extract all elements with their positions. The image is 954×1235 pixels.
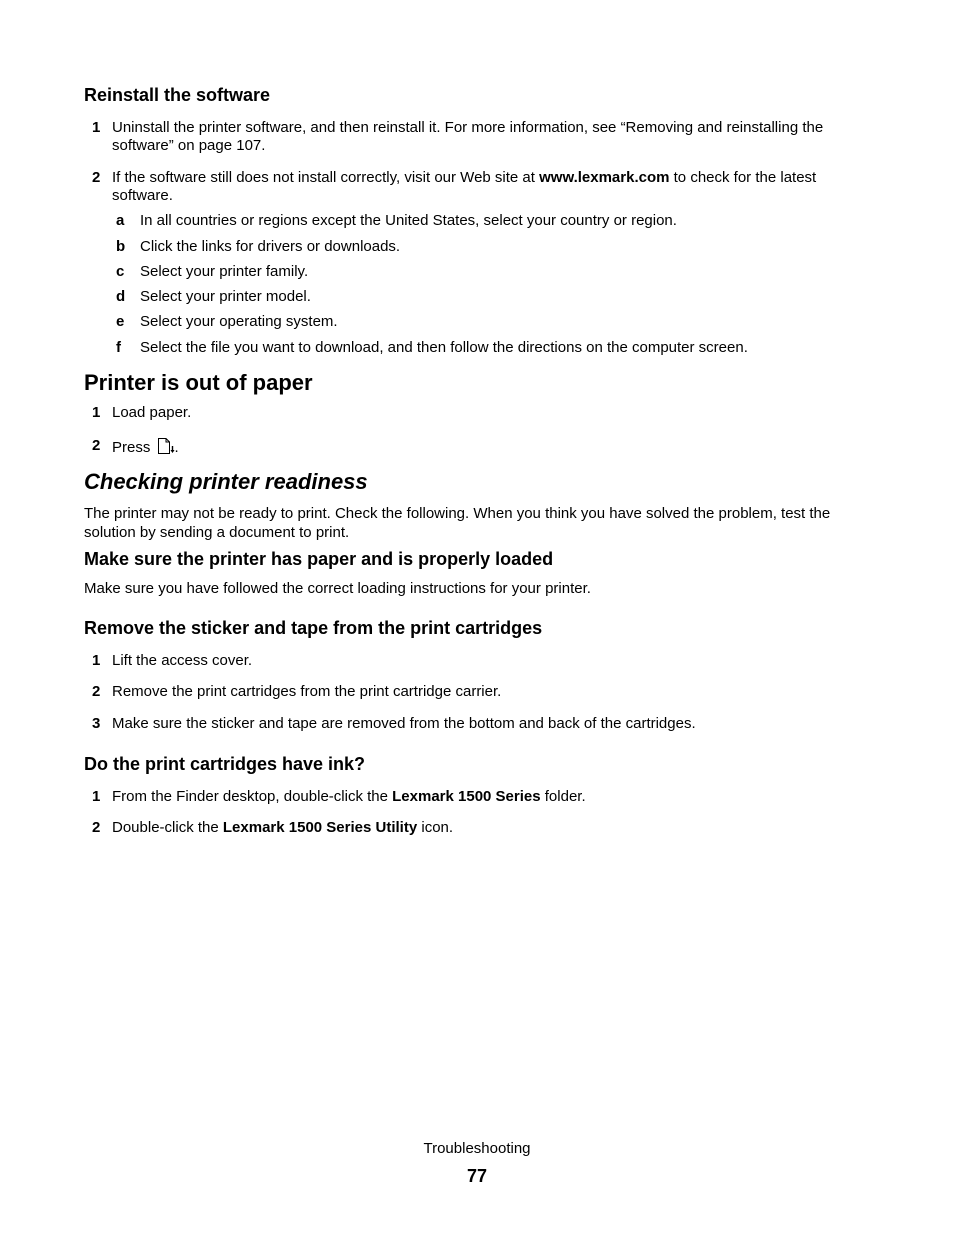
list-item (84, 339, 874, 357)
substep-letter: d (116, 288, 126, 305)
folder-name: Lexmark 1500 Series (392, 788, 541, 805)
step-text: Press . (112, 439, 179, 456)
utility-name: Lexmark 1500 Series Utility (222, 819, 418, 836)
list-item (84, 715, 874, 733)
section-heading-reinstall: Reinstall the software (84, 85, 271, 105)
step-text: Uninstall the printer software, and then reinstall it. For more information, see “Removing and reinstalling the software” on page 107. (112, 119, 824, 154)
substep-text: Click the links for drivers or downloads. (140, 238, 401, 255)
step-text: Remove the print cartridges from the print cartridge carrier. (112, 683, 502, 700)
paper-loaded-text: Make sure you have followed the correct loading instructions for your printer. (84, 580, 591, 597)
substep-letter: f (116, 339, 121, 356)
list-item (84, 238, 874, 256)
subsection-heading-ink: Do the print cartridges have ink? (84, 754, 366, 774)
step-number: 2 (92, 683, 101, 700)
list-item (84, 263, 874, 281)
step-text: Make sure the sticker and tape are removed from the bottom and back of the cartridges. (112, 715, 696, 732)
step-text: From the Finder desktop, double-click the Lexmark 1500 Series folder. (112, 788, 586, 805)
step-number: 3 (92, 715, 101, 732)
substep-text: Select your printer family. (140, 263, 309, 280)
list-item (84, 819, 874, 837)
step-number: 1 (92, 652, 101, 669)
website-link-text: www.lexmark.com (539, 169, 670, 186)
list-item (84, 437, 874, 457)
substep-letter: a (116, 212, 125, 229)
substep-letter: c (116, 263, 125, 280)
start-resume-icon (157, 437, 175, 455)
subsection-heading-paper-loaded: Make sure the printer has paper and is properly loaded (84, 549, 554, 569)
substep-text: Select your operating system. (140, 313, 338, 330)
list-item (84, 119, 874, 157)
step-number: 2 (92, 437, 101, 454)
substep-text: Select your printer model. (140, 288, 311, 305)
list-item (84, 652, 874, 670)
section-heading-out-of-paper: Printer is out of paper (84, 370, 313, 395)
step-number: 2 (92, 169, 101, 186)
list-item (84, 212, 874, 230)
section-heading-readiness: Checking printer readiness (84, 469, 368, 494)
readiness-intro: The printer may not be ready to print. Check the following. When you think you have solved the problem, test the solution by sending a document to print. (84, 505, 831, 541)
substep-letter: b (116, 238, 126, 255)
footer-section-label: Troubleshooting (423, 1140, 531, 1157)
step-number: 2 (92, 819, 101, 836)
step-number: 1 (92, 119, 101, 136)
step-number: 1 (92, 404, 101, 421)
page-number: 77 (466, 1166, 488, 1186)
list-item (84, 169, 874, 207)
list-item (84, 404, 874, 422)
step-text: If the software still does not install correctly, visit our Web site at www.lexmark.com to check for the latest software. (112, 169, 817, 204)
substep-text: Select the file you want to download, and then follow the directions on the computer screen. (140, 339, 748, 356)
substep-text: In all countries or regions except the United States, select your country or region. (140, 212, 677, 229)
substep-letter: e (116, 313, 125, 330)
list-item (84, 288, 874, 306)
list-item (84, 683, 874, 701)
list-item (84, 788, 874, 806)
list-item (84, 313, 874, 331)
subsection-heading-sticker: Remove the sticker and tape from the print cartridges (84, 618, 543, 638)
step-number: 1 (92, 788, 101, 805)
step-text: Double-click the Lexmark 1500 Series Utility icon. (112, 819, 454, 836)
step-text: Lift the access cover. (112, 652, 253, 669)
step-text: Load paper. (112, 404, 192, 421)
